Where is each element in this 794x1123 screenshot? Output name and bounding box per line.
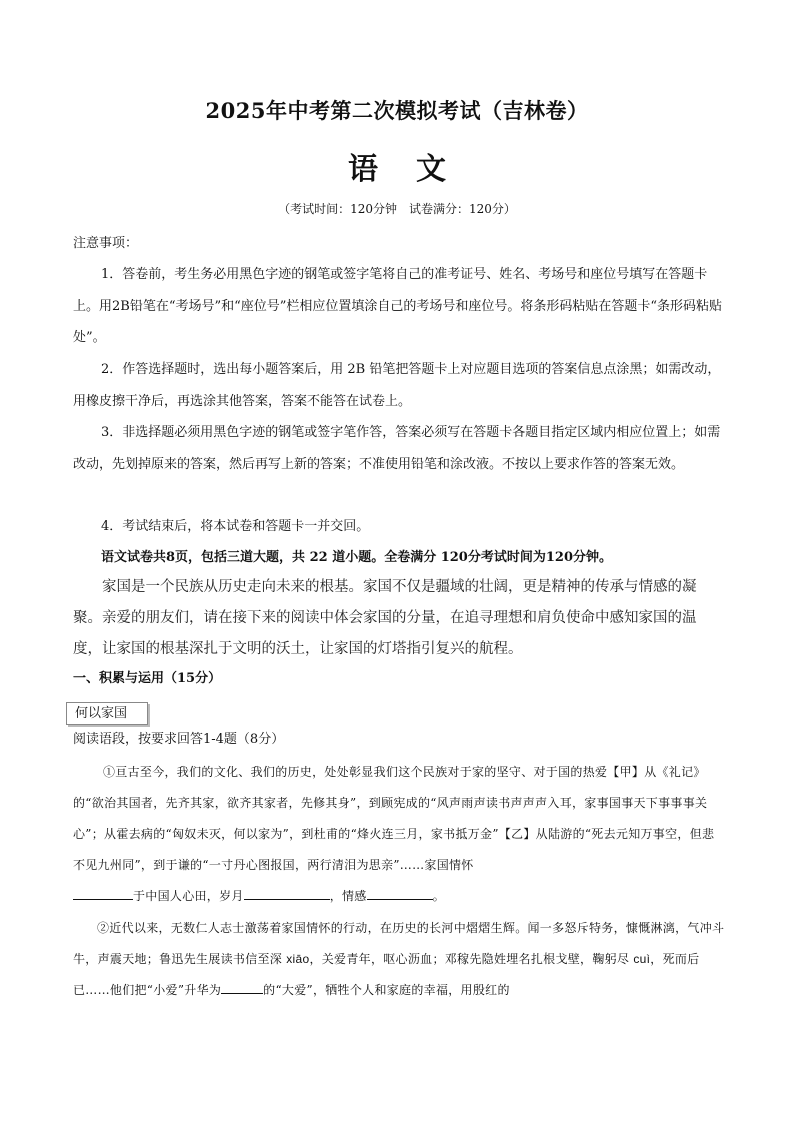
pinyin: xiāo <box>286 952 310 966</box>
answer-blank[interactable] <box>221 979 263 994</box>
passage-text: ，情感 <box>329 889 367 903</box>
notes-heading: 注意事项： <box>73 236 139 251</box>
reading-instruction: 阅读语段，按要求回答1-4题（8分） <box>73 732 285 747</box>
passage-text: 于中国人心田，岁月 <box>133 889 244 903</box>
exam-info: （考试时间：120分钟 试卷满分：120分） <box>278 202 516 216</box>
passage-text: 。 <box>432 889 445 903</box>
pinyin: cuì <box>633 952 651 966</box>
passage-text: ①亘古至今，我们的文化、我们的历史，处处彰显我们这个民族对于家的坚守、对于国的热爱【甲】从《礼记》的“欲治其国者，先齐其家，欲齐其家者，先修其身”，到顾宪成的“风声雨声读书声声声入耳，家事国事天下事事事关心”；从霍去病的“匈奴未灭，何以家为”，到杜甫的“烽火连三月，家书抵万金”【乙】从陆游的“死去元知万事空，但悲不见九州同”，到于谦的“一寸丹心图报国，两行清泪为思亲”……家国情怀 <box>73 765 715 872</box>
topic-label: 何以家国 <box>66 702 148 725</box>
passage-paragraph-1 <box>73 757 725 912</box>
section-heading: 一、积累与运用（15分） <box>73 671 222 686</box>
page-title: 2025年中考第二次模拟考试（吉林卷） <box>205 98 589 123</box>
answer-blank[interactable] <box>367 885 433 900</box>
note-item-2: 2．作答选择题时，选出每小题答案后，用 2B 铅笔把答题卡上对应题目选项的答案信息点涂黑；如需改动，用橡皮擦干净后，再选涂其他答案，答案不能答在试卷上。 <box>73 362 721 409</box>
passage-text: ，关爱青年，呕心沥血；邓稼先隐姓埋名扎根戈壁，鞠躬尽 <box>309 952 634 966</box>
passage-text: 的“大爱”，牺牲个人和家庭的幸福，用殷红的 <box>263 983 510 997</box>
note-item-1: 1．答卷前，考生务必用黑色字迹的钢笔或签字笔将自己的准考证号、姓名、考场号和座位号填写在答题卡上。用2B铅笔在“考场号”和“座位号”栏相应位置填涂自己的考场号和座位号。将条形码粘贴在答题卡“条形码粘贴处”。 <box>73 267 723 345</box>
answer-blank[interactable] <box>244 885 330 900</box>
passage-paragraph-2 <box>73 913 725 1006</box>
passage-text: ，死而后已……他们把“小爱”升华为 <box>73 952 700 997</box>
passage-text: ②近代以来，无数仁人志士激荡着家国情怀的行动，在历史的长河中熠熠生辉。闻一多怒斥特务，慷慨淋漓，气冲斗牛，声震天地；鲁迅先生展读书信至深 <box>73 921 725 966</box>
intro-paragraph: 家国是一个民族从历史走向未来的根基。家国不仅是疆域的壮阔，更是精神的传承与情感的凝聚。亲爱的朋友们，请在接下来的阅读中体会家国的分量，在追寻理想和肩负使命中感知家国的温度，让家国的根基深扎于文明的沃土，让家国的灯塔指引复兴的航程。 <box>73 579 697 657</box>
subject-title: 语文 <box>348 152 484 187</box>
exam-summary: 语文试卷共8页，包括三道大题，共 22 道小题。全卷满分 120分考试时间为120分钟。 <box>101 550 612 565</box>
note-item-4: 4．考试结束后，将本试卷和答题卡一并交回。 <box>101 519 370 534</box>
note-item-3: 3．非选择题必须用黑色字迹的钢笔或签字笔作答，答案必须写在答题卡各题目指定区域内相应位置上；如需改动，先划掉原来的答案，然后再写上新的答案；不准使用铅笔和涂改液。不按以上要求作答的答案无效。 <box>73 425 721 472</box>
answer-blank[interactable] <box>73 885 133 900</box>
